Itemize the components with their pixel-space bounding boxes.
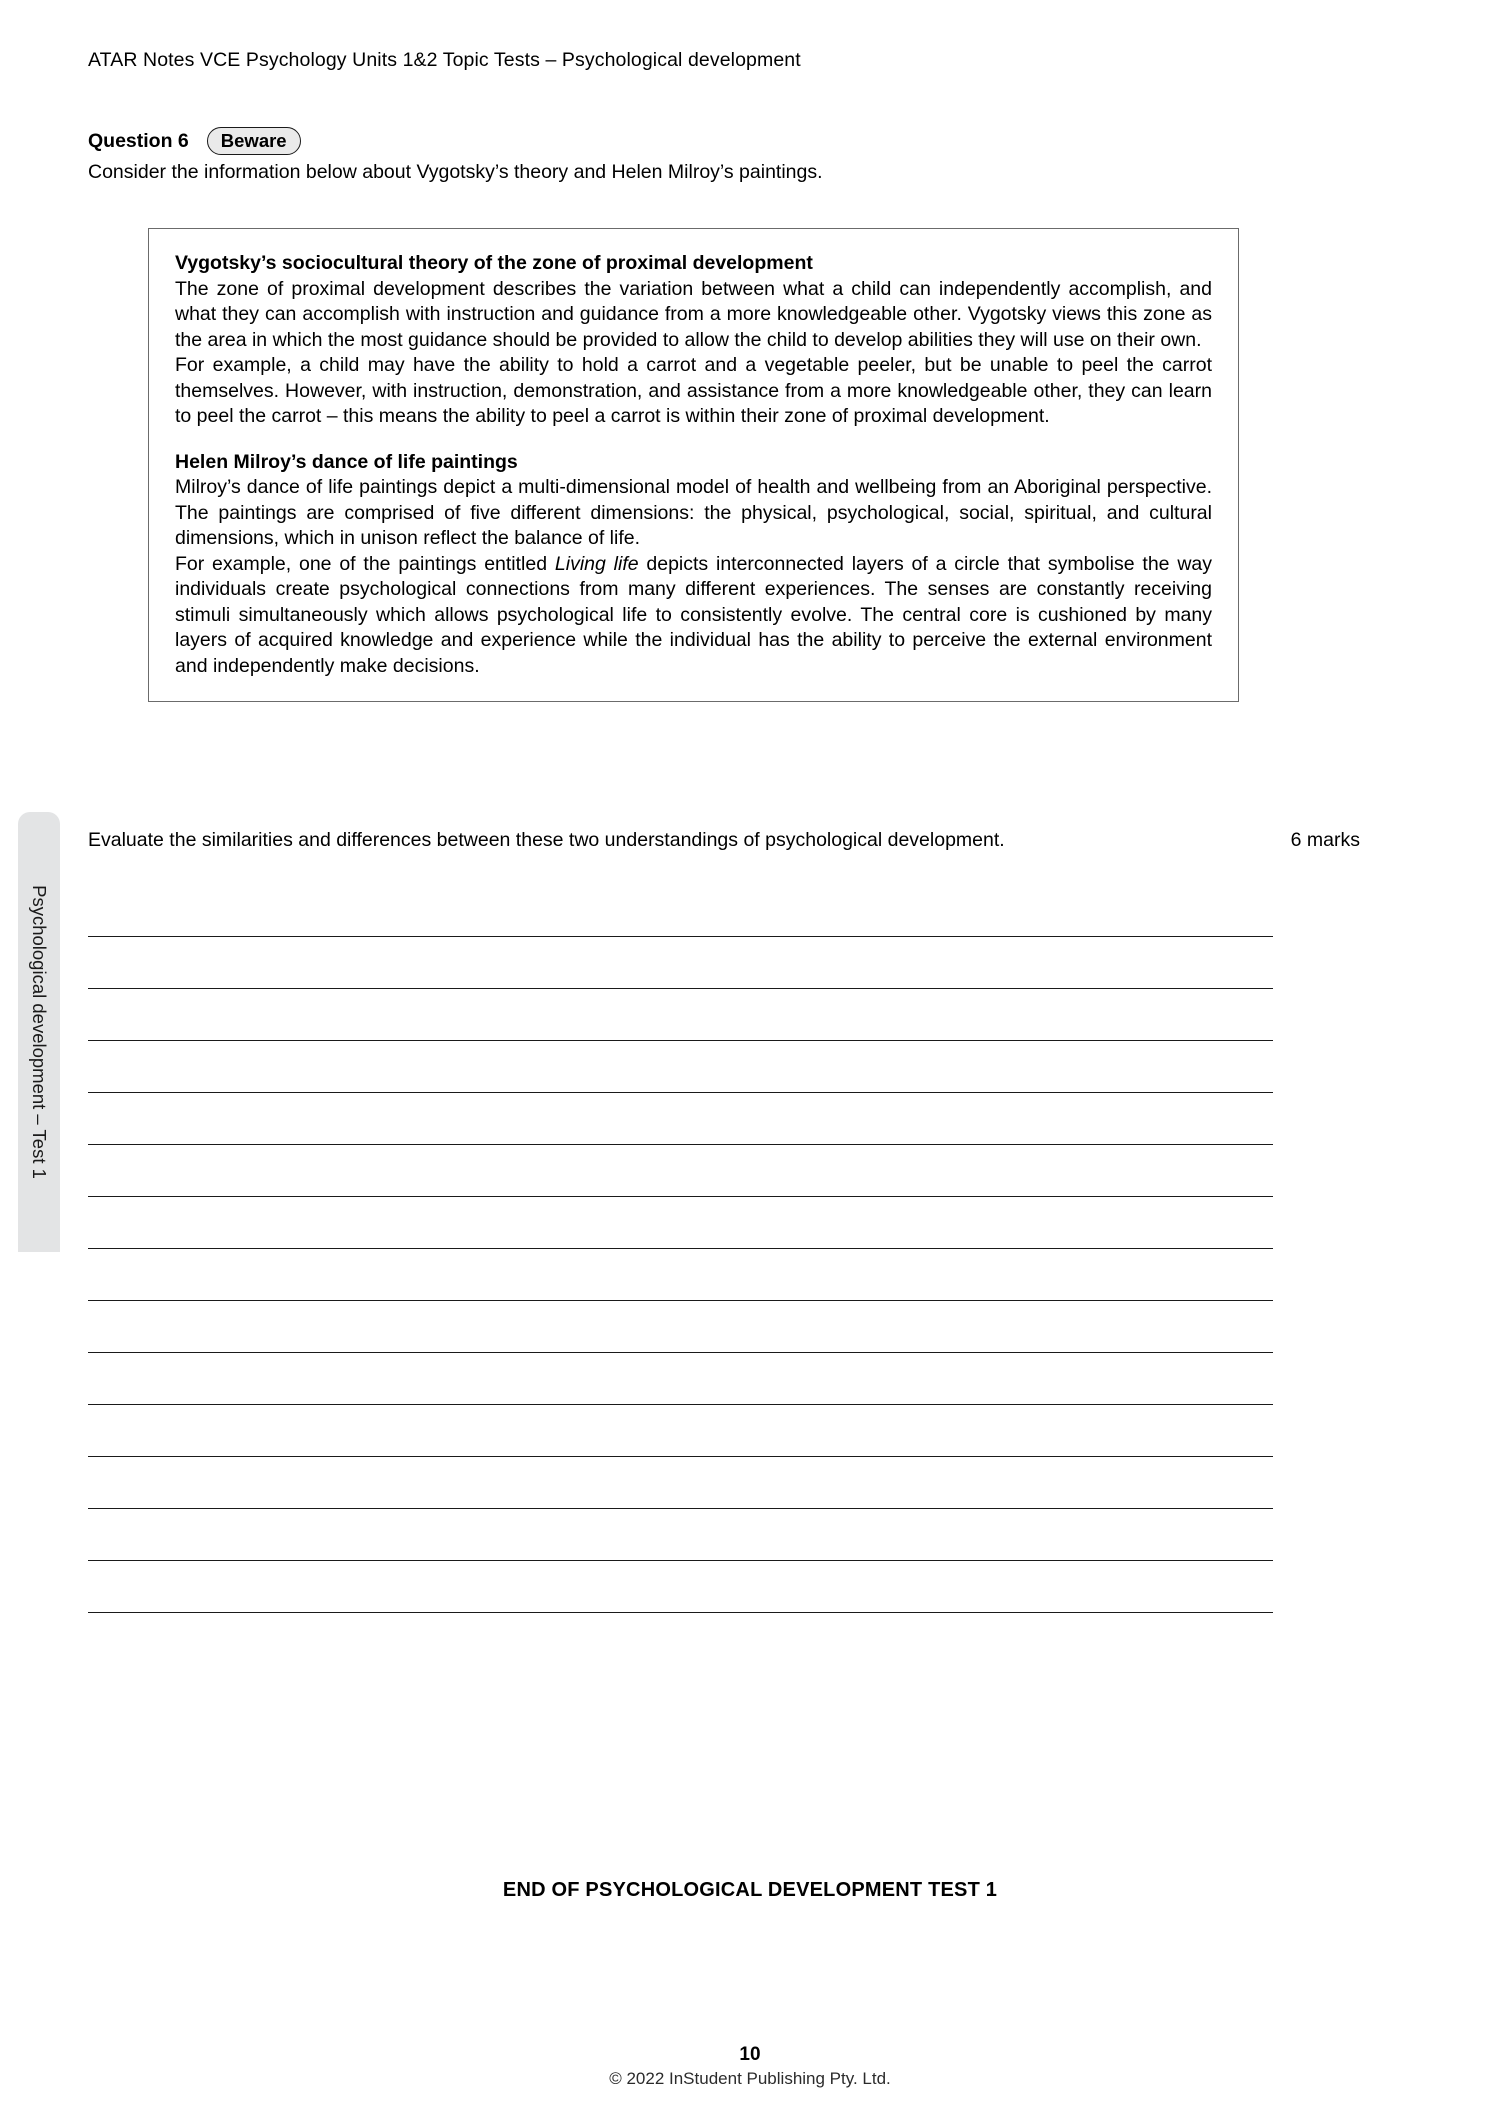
side-tab xyxy=(18,812,60,1252)
stimulus-milroy-2-lead: For example, one of the paintings entitled xyxy=(175,552,555,575)
task-instruction-row xyxy=(88,828,1360,852)
painting-title-italic: Living life xyxy=(554,552,639,575)
answer-line[interactable] xyxy=(88,1197,1273,1249)
answer-line[interactable] xyxy=(88,1561,1273,1613)
running-header: ATAR Notes VCE Psychology Units 1&2 Topic Tests – Psychological development xyxy=(88,49,801,71)
stimulus-milroy-2-rest: depicts interconnected layers of a circle that symbolise the way individuals create psychological connections from many different experiences. The senses are constantly receiving stimuli simultaneously which allows psychological life to consistently evolve. The central core is cushioned by many layers of acquired knowledge and experience while the individual has the ability to perceive the external environment and independently make decisions. xyxy=(175,552,1213,677)
question-header-row xyxy=(88,127,301,155)
answer-lines-area[interactable] xyxy=(88,885,1273,1613)
answer-line[interactable] xyxy=(88,989,1273,1041)
side-tab-label: Psychological development – Test 1 xyxy=(29,885,50,1179)
answer-line[interactable] xyxy=(88,1405,1273,1457)
page-number: 10 xyxy=(739,2044,761,2065)
answer-line[interactable] xyxy=(88,1301,1273,1353)
end-of-test-notice: END OF PSYCHOLOGICAL DEVELOPMENT TEST 1 xyxy=(502,1879,998,1901)
answer-line[interactable] xyxy=(88,1093,1273,1145)
stimulus-paragraph-milroy-1: Milroy’s dance of life paintings depict a multi-dimensional model of health and wellbeing from an Aboriginal perspective. The paintings are comprised of five different dimensions: the physical, psychological, social, spiritual, and cultural dimensions, which in unison reflect the balance of life. xyxy=(175,476,1212,549)
stimulus-section-vygotsky xyxy=(175,251,1212,430)
answer-line[interactable] xyxy=(88,1145,1273,1197)
stimulus-paragraph-vygotsky-2: For example, a child may have the ability to hold a carrot and a vegetable peeler, but be unable to peel the carrot themselves. However, with instruction, demonstration, and assistance from a more knowledgeable other, they can learn to peel the carrot – this means the ability to peel a carrot is within their zone of proximal development. xyxy=(175,354,1212,427)
stimulus-heading-milroy: Helen Milroy’s dance of life paintings xyxy=(175,450,518,473)
task-instruction: Evaluate the similarities and differences between these two understandings of psychological development. xyxy=(88,829,1005,851)
copyright-notice: © 2022 InStudent Publishing Pty. Ltd. xyxy=(609,2069,891,2088)
beware-badge: Beware xyxy=(207,127,301,155)
answer-line[interactable] xyxy=(88,1457,1273,1509)
question-number-label: Question 6 xyxy=(88,130,189,152)
stimulus-paragraph-milroy-2 xyxy=(175,552,1212,680)
page-footer xyxy=(0,2043,1500,2089)
answer-line[interactable] xyxy=(88,1041,1273,1093)
answer-line[interactable] xyxy=(88,1249,1273,1301)
answer-line[interactable] xyxy=(88,937,1273,989)
answer-line[interactable] xyxy=(88,1353,1273,1405)
question-stem: Consider the information below about Vygotsky’s theory and Helen Milroy’s paintings. xyxy=(88,161,823,183)
stimulus-box xyxy=(148,228,1239,702)
stimulus-section-milroy xyxy=(175,450,1212,680)
answer-line[interactable] xyxy=(88,1509,1273,1561)
marks-allocation: 6 marks xyxy=(1290,829,1360,851)
stimulus-paragraph-vygotsky-1: The zone of proximal development describes the variation between what a child can independently accomplish, and what they can accomplish with instruction and guidance from a more knowledgeable other. Vygotsky views this zone as the area in which the most guidance should be provided to allow the child to develop abilities they will use on their own. xyxy=(175,277,1212,351)
stimulus-heading-vygotsky: Vygotsky’s sociocultural theory of the zone of proximal development xyxy=(175,252,813,274)
answer-line[interactable] xyxy=(88,885,1273,937)
